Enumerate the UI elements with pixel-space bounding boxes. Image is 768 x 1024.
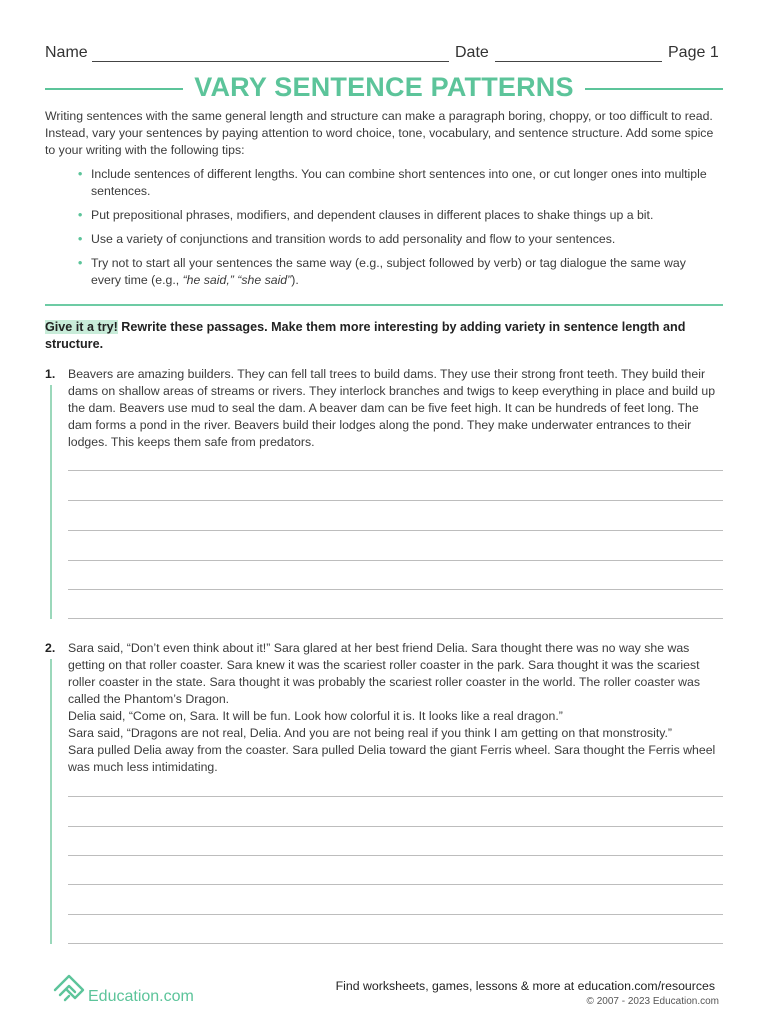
question-1-accent-bar <box>50 385 52 619</box>
answer-line[interactable] <box>68 855 723 856</box>
answer-line[interactable] <box>68 826 723 827</box>
answer-line[interactable] <box>68 470 723 471</box>
page-title: VARY SENTENCE PATTERNS <box>194 72 574 102</box>
answer-line[interactable] <box>68 530 723 531</box>
title-rule-left <box>45 88 183 90</box>
intro-paragraph: Writing sentences with the same general length and structure can make a paragraph boring, choppy, or too difficult to read. Instead, vary your sentences by paying attention to word choice, tone, vocabulary, and sentence structure. Add some spice to your writing with the following tips: <box>45 109 714 157</box>
answer-line[interactable] <box>68 618 723 619</box>
list-item: • Put prepositional phrases, modifiers, and dependent clauses in different places to shake things up a bit. <box>78 208 654 222</box>
bullet-icon: • <box>78 256 83 270</box>
bullet-icon: • <box>78 167 83 181</box>
instructions: Give it a try! Rewrite these passages. Make them more interesting by adding variety in sentence length and structure. <box>45 320 686 351</box>
worksheet-header <box>45 44 718 66</box>
date-label: Date <box>455 44 489 61</box>
answer-line[interactable] <box>68 884 723 885</box>
bullet-icon: • <box>78 232 83 246</box>
education-logo-text: Education.com <box>88 988 194 1005</box>
education-logo-icon <box>52 972 86 1006</box>
answer-line[interactable] <box>68 796 723 797</box>
answer-line[interactable] <box>68 914 723 915</box>
name-label: Name <box>45 44 88 61</box>
question-1-number: 1. <box>45 367 56 381</box>
name-field-line[interactable] <box>92 61 449 62</box>
list-item: • Include sentences of different lengths. You can combine short sentences into one, or cut longer ones into multiple sentences. <box>78 167 707 198</box>
question-2-accent-bar <box>50 659 52 944</box>
date-field-line[interactable] <box>495 61 662 62</box>
footer-resources-link[interactable]: Find worksheets, games, lessons & more at education.com/resources <box>335 979 715 993</box>
list-item: • Use a variety of conjunctions and transition words to add personality and flow to your sentences. <box>78 232 616 246</box>
question-1-passage: Beavers are amazing builders. They can fell tall trees to build dams. They use their strong front teeth. They build their dams on shallow areas of streams or rivers. They interlock branches and twigs to keep everything in place and build up the dam. Beavers use mud to seal the dam. A beaver dam can be five feet high. It can be hundreds of feet long. The dam forms a pond in the river. Beavers build their lodges along the pond. They make underwater entrances to their lodges. This keeps them safe from predators. <box>68 367 716 449</box>
answer-line[interactable] <box>68 943 723 944</box>
answer-line[interactable] <box>68 500 723 501</box>
question-2-passage: Sara said, “Don’t even think about it!” Sara glared at her best friend Delia. Sara thought there was no way she was getting on that roller coaster. Sara knew it was the scariest roller coaster in the park. Sara thought it was the scariest roller coaster in the state. Sara thought it was probably the scariest roller coaster in the world. The roller coaster was called the Phantom’s Dragon. Delia said, “Come on, Sara. It will be fun. Look how colorful it is. It looks like a real dragon.” Sara said, “Dragons are not real, Delia. And you are not being real if you think I am getting on that monstrosity.” Sara pulled Delia away from the coaster. Sara pulled Delia toward the giant Ferris wheel. Sara thought the Ferris wheel was much less intimidating. <box>68 641 716 774</box>
section-divider <box>45 304 723 306</box>
question-2-number: 2. <box>45 641 56 655</box>
footer-copyright: © 2007 - 2023 Education.com <box>586 996 719 1007</box>
dialogue-tag-example: “he said,” “she said” <box>182 273 292 287</box>
tips-list <box>78 166 718 296</box>
title-rule-right <box>585 88 723 90</box>
list-item: • Try not to start all your sentences the same way (e.g., subject followed by verb) or tag dialogue the same way every time (e.g., “he said,” “she said”). <box>78 256 686 287</box>
give-it-a-try-highlight: Give it a try! <box>45 320 118 334</box>
bullet-icon: • <box>78 208 83 222</box>
answer-line[interactable] <box>68 560 723 561</box>
page-number: Page 1 <box>668 44 719 61</box>
answer-line[interactable] <box>68 589 723 590</box>
